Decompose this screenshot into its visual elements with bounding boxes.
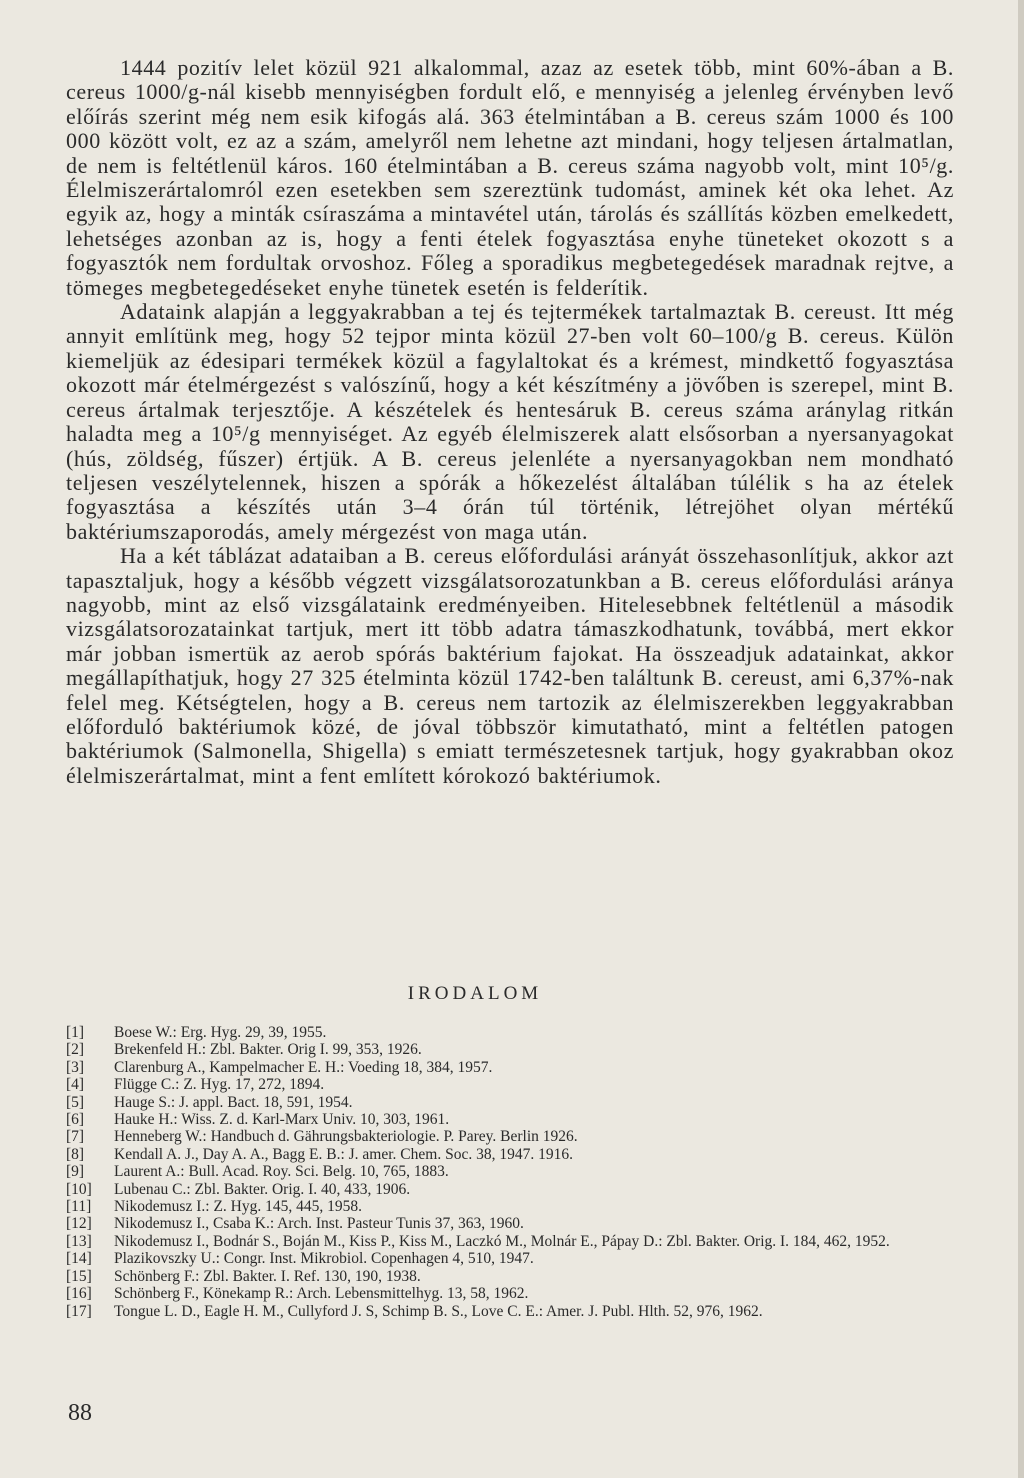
reference-text: Nikodemusz I., Bodnár S., Boján M., Kiss P., Kiss M., Laczkó M., Molnár E., Pápay D.: Zbl. Bakter. Orig. I. 184, 462, 1952. <box>114 1232 890 1250</box>
reference-text: Boese W.: Erg. Hyg. 29, 39, 1955. <box>114 1024 327 1041</box>
reference-text: Schönberg F., Könekamp R.: Arch. Lebensmittelhyg. 13, 58, 1962. <box>114 1285 529 1303</box>
reference-text: Clarenburg A., Kampelmacher E. H.: Voeding 18, 384, 1957. <box>114 1058 493 1076</box>
reference-item <box>66 1041 956 1058</box>
reference-number: [10] <box>66 1180 92 1198</box>
reference-item <box>66 1024 956 1041</box>
body-text <box>66 56 954 788</box>
paragraph: 1444 pozitív lelet közül 921 alkalommal, azaz az esetek több, mint 60%-ában a B. cereus 1000/g-nál kisebb mennyiségben fordult elő, e mennyiség a jelenleg érvényben levő előírás szerint még nem esik kifogás alá. 363 ételmintában a B. cereus szám 1000 és 100 000 között volt, ez az a szám, amelyről nem lehetne azt mindani, hogy teljesen ártalmatlan, de nem is feltétlenül káros. 160 ételmintában a B. cereus száma nagyobb volt, mint 10⁵/g. Élelmiszerártalomról ezen esetekben sem szereztünk tudomást, aminek két oka lehet. Az egyik az, hogy a minták csíraszáma a mintavétel után, tárolás és szállítás közben emelkedett, lehetséges azonban az is, hogy a fenti ételek fogyasztása enyhe tüneteket okozott s a fogyasztók nem fordultak orvoshoz. Főleg a sporadikus megbetegedések maradnak rejtve, a tömeges megbetegedéseket enyhe tünetek esetén is felderítik. <box>66 55 954 300</box>
reference-number: [11] <box>66 1198 92 1216</box>
page-edge <box>1018 0 1024 1478</box>
reference-item <box>66 1215 956 1232</box>
reference-number: [7] <box>66 1128 85 1146</box>
reference-text: Lubenau C.: Zbl. Bakter. Orig. I. 40, 433, 1906. <box>114 1180 411 1198</box>
page-number: 88 <box>68 1400 92 1426</box>
reference-number: [4] <box>66 1076 85 1094</box>
reference-number: [14] <box>66 1250 92 1268</box>
reference-number: [1] <box>66 1024 85 1041</box>
reference-text: Nikodemusz I., Csaba K.: Arch. Inst. Pasteur Tunis 37, 363, 1960. <box>114 1215 524 1233</box>
reference-item <box>66 1198 956 1215</box>
reference-item <box>66 1076 956 1093</box>
reference-text: Plazikovszky U.: Congr. Inst. Mikrobiol. Copenhagen 4, 510, 1947. <box>114 1250 534 1268</box>
reference-text: Tongue L. D., Eagle H. M., Cullyford J. S, Schimp B. S., Love C. E.: Amer. J. Publ. Hlth. 52, 976, 1962. <box>114 1302 763 1320</box>
reference-item <box>66 1163 956 1180</box>
reference-number: [5] <box>66 1093 85 1111</box>
paragraph: Ha a két táblázat adataiban a B. cereus előfordulási arányát összehasonlítjuk, akkor azt tapasztaljuk, hogy a később végzett vizsgálatsorozatunkban a B. cereus előfordulási aránya nagyobb, mint az első vizsgálataink eredményeiben. Hitelesebbnek feltétlenül a második vizsgálatsorozatainkat tartjuk, mert itt több adatra támaszkodhatunk, továbbá, mert ekkor már jobban ismertük az aerob spórás baktérium fajokat. Ha összeadjuk adatainkat, akkor megállapíthatjuk, hogy 27 325 ételminta közül 1742-ben találtunk B. cereust, ami 6,37%-nak felel meg. Kétségtelen, hogy a B. cereus nem tartozik az élelmiszerekben leggyakrabban előforduló baktériumok közé, de jóval többször kimutatható, mint a feltétlen patogen baktériumok (Salmonella, Shigella) s emiatt természetesnek tartjuk, hogy gyakrabban okoz élelmiszerártalmat, mint a fent említett kórokozó baktériumok. <box>66 543 954 788</box>
reference-text: Henneberg W.: Handbuch d. Gährungsbakteriologie. P. Parey. Berlin 1926. <box>114 1128 578 1146</box>
reference-item <box>66 1303 956 1320</box>
reference-text: Flügge C.: Z. Hyg. 17, 272, 1894. <box>114 1076 325 1094</box>
reference-item <box>66 1233 956 1250</box>
references-heading: IRODALOM <box>407 983 543 1004</box>
paragraph: Adataink alapján a leggyakrabban a tej és tejtermékek tartalmaztak B. cereust. Itt még annyit említünk meg, hogy 52 tejpor minta közül 27-ben volt 60–100/g B. cereus. Külön kiemeljük az édesipari termékek közül a fagylaltokat és a krémest, mindkettő fogyasztása okozott már ételmérgezést s valószínű, hogy a két készítmény a jövőben is szerepel, mint B. cereus ártalmak terjesztője. A készételek és hentesáruk B. cereus száma aránylag ritkán haladta meg a 10⁵/g mennyiséget. Az egyéb élelmiszerek alatt elsősorban a nyersanyagokat (hús, zöldség, fűszer) értjük. A B. cereus jelenléte a nyersanyagokban nem mondható teljesen veszélytelennek, hiszen a spórák a hőkezelést általában túlélik s ha az ételek fogyasztása a készítés után 3–4 órán túl történik, létrejöhet olyan mértékű baktériumszaporodás, amely mérgezést von maga után. <box>66 299 954 544</box>
reference-item <box>66 1128 956 1145</box>
reference-item <box>66 1059 956 1076</box>
reference-number: [13] <box>66 1232 92 1250</box>
reference-item <box>66 1094 956 1111</box>
reference-item <box>66 1181 956 1198</box>
reference-text: Hauge S.: J. appl. Bact. 18, 591, 1954. <box>114 1093 353 1111</box>
reference-text: Nikodemusz I.: Z. Hyg. 145, 445, 1958. <box>114 1198 362 1216</box>
reference-number: [8] <box>66 1145 85 1163</box>
reference-number: [9] <box>66 1163 85 1181</box>
reference-item <box>66 1268 956 1285</box>
reference-item <box>66 1111 956 1128</box>
reference-item <box>66 1146 956 1163</box>
reference-number: [2] <box>66 1041 85 1059</box>
reference-item <box>66 1250 956 1267</box>
reference-list <box>66 1024 956 1320</box>
reference-number: [3] <box>66 1058 85 1076</box>
reference-item <box>66 1285 956 1302</box>
reference-number: [16] <box>66 1285 92 1303</box>
reference-number: [6] <box>66 1111 85 1129</box>
reference-text: Brekenfeld H.: Zbl. Bakter. Orig I. 99, 353, 1926. <box>114 1041 422 1059</box>
reference-number: [15] <box>66 1267 92 1285</box>
reference-number: [17] <box>66 1302 92 1320</box>
reference-number: [12] <box>66 1215 92 1233</box>
reference-text: Kendall A. J., Day A. A., Bagg E. B.: J. amer. Chem. Soc. 38, 1947. 1916. <box>114 1145 573 1163</box>
reference-text: Hauke H.: Wiss. Z. d. Karl-Marx Univ. 10, 303, 1961. <box>114 1111 450 1129</box>
reference-text: Laurent A.: Bull. Acad. Roy. Sci. Belg. 10, 765, 1883. <box>114 1163 449 1181</box>
reference-text: Schönberg F.: Zbl. Bakter. I. Ref. 130, 190, 1938. <box>114 1267 421 1285</box>
